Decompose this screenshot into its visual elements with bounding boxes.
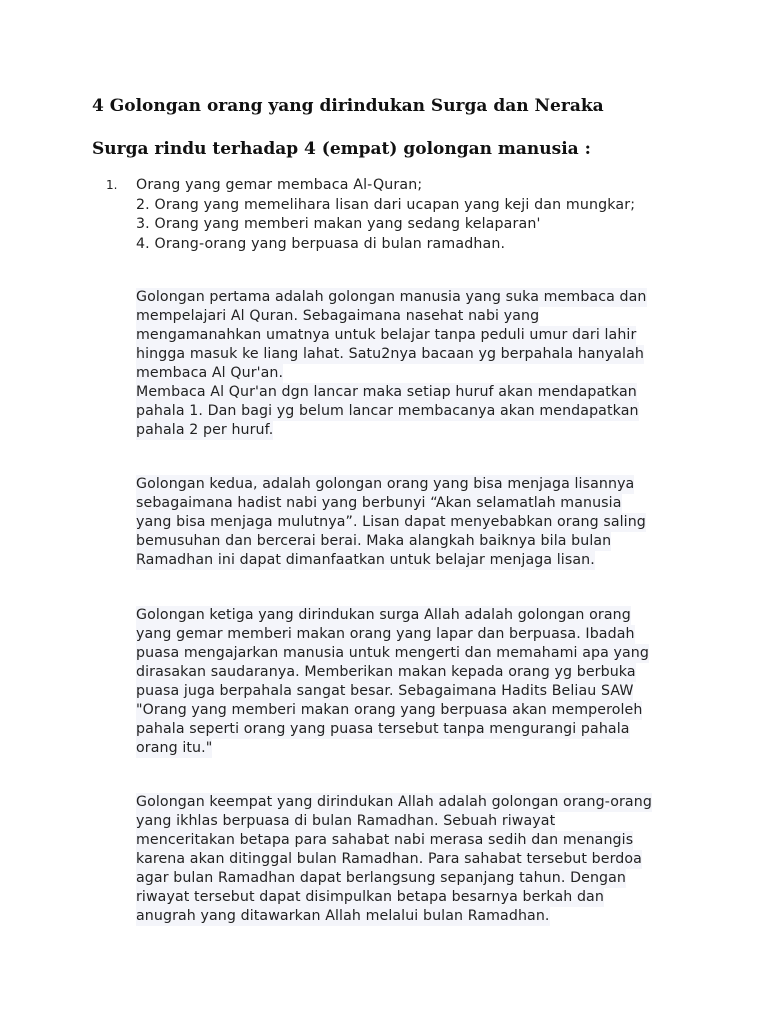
paragraph-line: yang bisa menjaga mulutnya”. Lisan dapat menyebabkan orang saling: [136, 514, 646, 530]
list-number: 1.: [106, 178, 118, 192]
paragraph-line: sebagaimana hadist nabi yang berbunyi “Akan selamatlah manusia: [136, 495, 622, 511]
paragraph-line: pahala 1. Dan bagi yg belum lancar membacanya akan mendapatkan: [136, 403, 639, 419]
paragraph-line: Golongan kedua, adalah golongan orang yang bisa menjaga lisannya: [136, 476, 635, 492]
paragraph-line: riwayat tersebut dapat disimpulkan betapa besarnya berkah dan: [136, 889, 604, 905]
list-item-text: 3. Orang yang memberi makan yang sedang kelaparan': [136, 216, 541, 232]
paragraph-golongan-pertama: [136, 288, 696, 440]
paragraph-line: membaca Al Qur'an.: [136, 365, 284, 381]
list-item-text: Orang yang gemar membaca Al-Quran;: [136, 177, 423, 193]
list-item: [106, 215, 635, 235]
paragraph-line: Ramadhan ini dapat dimanfaatkan untuk belajar menjaga lisan.: [136, 552, 595, 568]
list-item-text: 4. Orang-orang yang berpuasa di bulan ramadhan.: [136, 235, 506, 252]
paragraph-line: menceritakan betapa para sahabat nabi merasa sedih dan menangis: [136, 832, 634, 848]
paragraph-line: Golongan pertama adalah golongan manusia yang suka membaca dan: [136, 289, 647, 305]
paragraph-line: yang ikhlas berpuasa di bulan Ramadhan. Sebuah riwayat: [136, 813, 556, 829]
paragraph-line: anugrah yang ditawarkan Allah melalui bulan Ramadhan.: [136, 908, 550, 924]
paragraph-line: orang itu.": [136, 740, 213, 756]
paragraph-line: dirasakan saudaranya. Memberikan makan kepada orang yg berbuka: [136, 664, 636, 680]
paragraph-line: mengamanahkan umatnya untuk belajar tanpa peduli umur dari lahir: [136, 327, 637, 343]
paragraph-line: Membaca Al Qur'an dgn lancar maka setiap huruf akan mendapatkan: [136, 384, 637, 400]
paragraph-line: mempelajari Al Quran. Sebagaimana nasehat nabi yang: [136, 308, 540, 324]
list-item: [106, 196, 635, 216]
paragraph-line: puasa juga berpahala sangat besar. Sebagaimana Hadits Beliau SAW: [136, 683, 634, 699]
paragraph-golongan-keempat: [136, 793, 696, 926]
document-title: 4 Golongan orang yang dirindukan Surga dan Neraka: [92, 96, 604, 116]
list-item-text: 2. Orang yang memelihara lisan dari ucapan yang keji dan mungkar;: [136, 196, 636, 213]
golongan-list: [106, 176, 635, 254]
paragraph-line: Golongan keempat yang dirindukan Allah adalah golongan orang-orang: [136, 794, 652, 810]
paragraph-line: agar bulan Ramadhan dapat berlangsung sepanjang tahun. Dengan: [136, 870, 627, 886]
document-subtitle: Surga rindu terhadap 4 (empat) golongan manusia :: [92, 139, 591, 159]
paragraph-line: pahala seperti orang yang puasa tersebut tanpa mengurangi pahala: [136, 721, 630, 737]
paragraph-line: bemusuhan dan bercerai berai. Maka alangkah baiknya bila bulan: [136, 533, 612, 549]
list-item: [106, 176, 635, 196]
paragraph-line: yang gemar memberi makan orang yang lapar dan berpuasa. Ibadah: [136, 626, 635, 642]
paragraph-golongan-kedua: [136, 475, 696, 570]
paragraph-line: puasa mengajarkan manusia untuk mengerti dan memahami apa yang: [136, 645, 649, 661]
list-item: [106, 235, 635, 255]
paragraph-line: "Orang yang memberi makan orang yang berpuasa akan memperoleh: [136, 702, 643, 718]
paragraph-line: pahala 2 per huruf.: [136, 422, 274, 438]
paragraph-line: karena akan ditinggal bulan Ramadhan. Para sahabat tersebut berdoa: [136, 851, 642, 867]
paragraph-line: hingga masuk ke liang lahat. Satu2nya bacaan yg berpahala hanyalah: [136, 346, 644, 362]
paragraph-line: Golongan ketiga yang dirindukan surga Allah adalah golongan orang: [136, 607, 631, 623]
paragraph-golongan-ketiga: [136, 606, 696, 758]
